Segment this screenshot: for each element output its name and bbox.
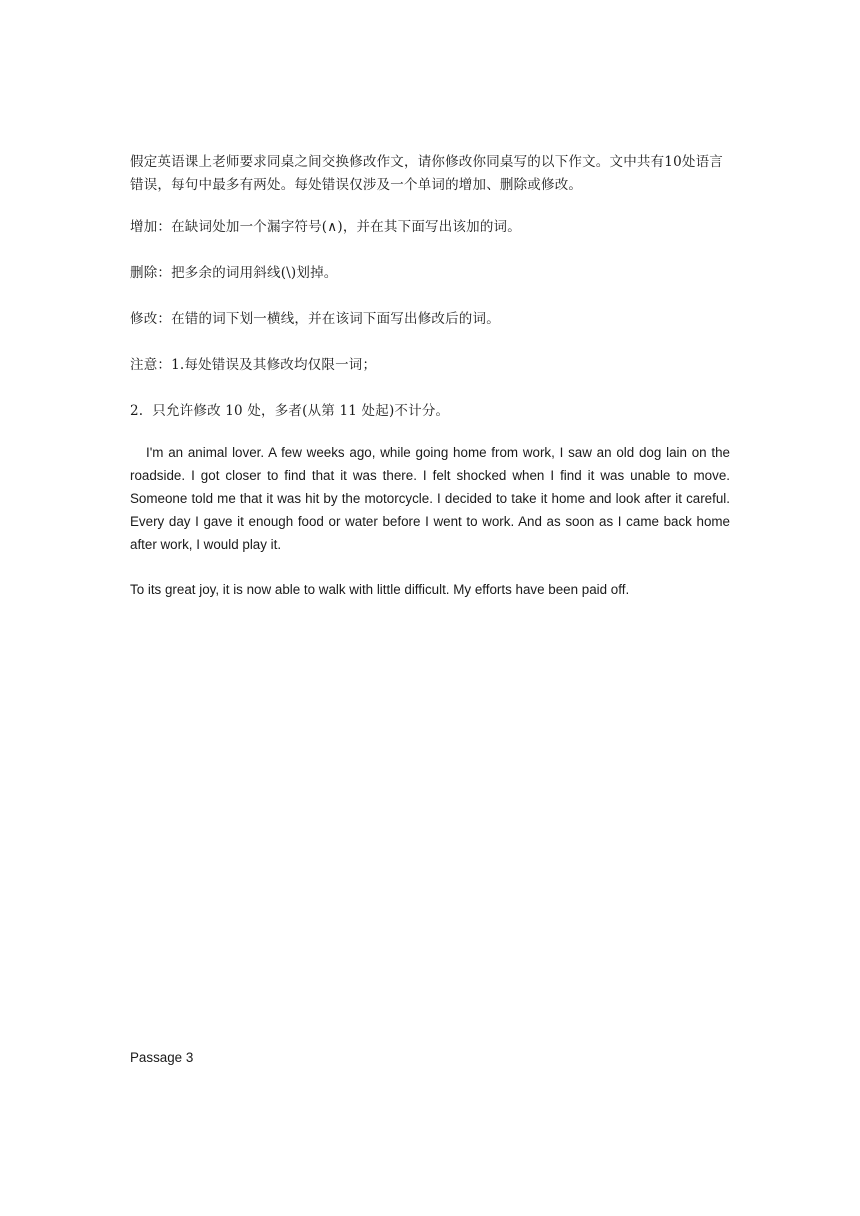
document-page [130,0,730,1216]
passage-paragraph-2: To its great joy, it is now able to walk with little difficult. My efforts have been paid off. [130,582,630,597]
instructions-modify-rule: 修改：在错的词下划一横线，并在该词下面写出修改后的词。 [130,311,500,327]
instructions-note-2: 2. 只允许修改 10 处，多者(从第 11 处起)不计分。 [130,403,450,419]
instructions-note-1: 注意：1.每处错误及其修改均仅限一词； [130,357,377,373]
instructions-delete-rule: 删除：把多余的词用斜线(\)划掉。 [130,265,338,281]
passage-paragraph-1: I'm an animal lover. A few weeks ago, while going home from work, I saw an old dog lain on the roadside. I got closer to find that it was there. I felt shocked when I find it was unable to move. Someone told me that it was hit by the motorcycle. I decided to take it home and look after it careful. Every day I gave it enough food or water before I went to work. And as soon as I came back home after work, I would play it. [130,445,730,552]
instructions-add-rule: 增加：在缺词处加一个漏字符号(∧)，并在其下面写出该加的词。 [130,219,521,235]
instructions-intro: 假定英语课上老师要求同桌之间交换修改作文，请你修改你同桌写的以下作文。文中共有10处语言错误，每句中最多有两处。每处错误仅涉及一个单词的增加、删除或修改。 [130,154,723,193]
next-passage-heading: Passage 3 [130,1050,194,1065]
